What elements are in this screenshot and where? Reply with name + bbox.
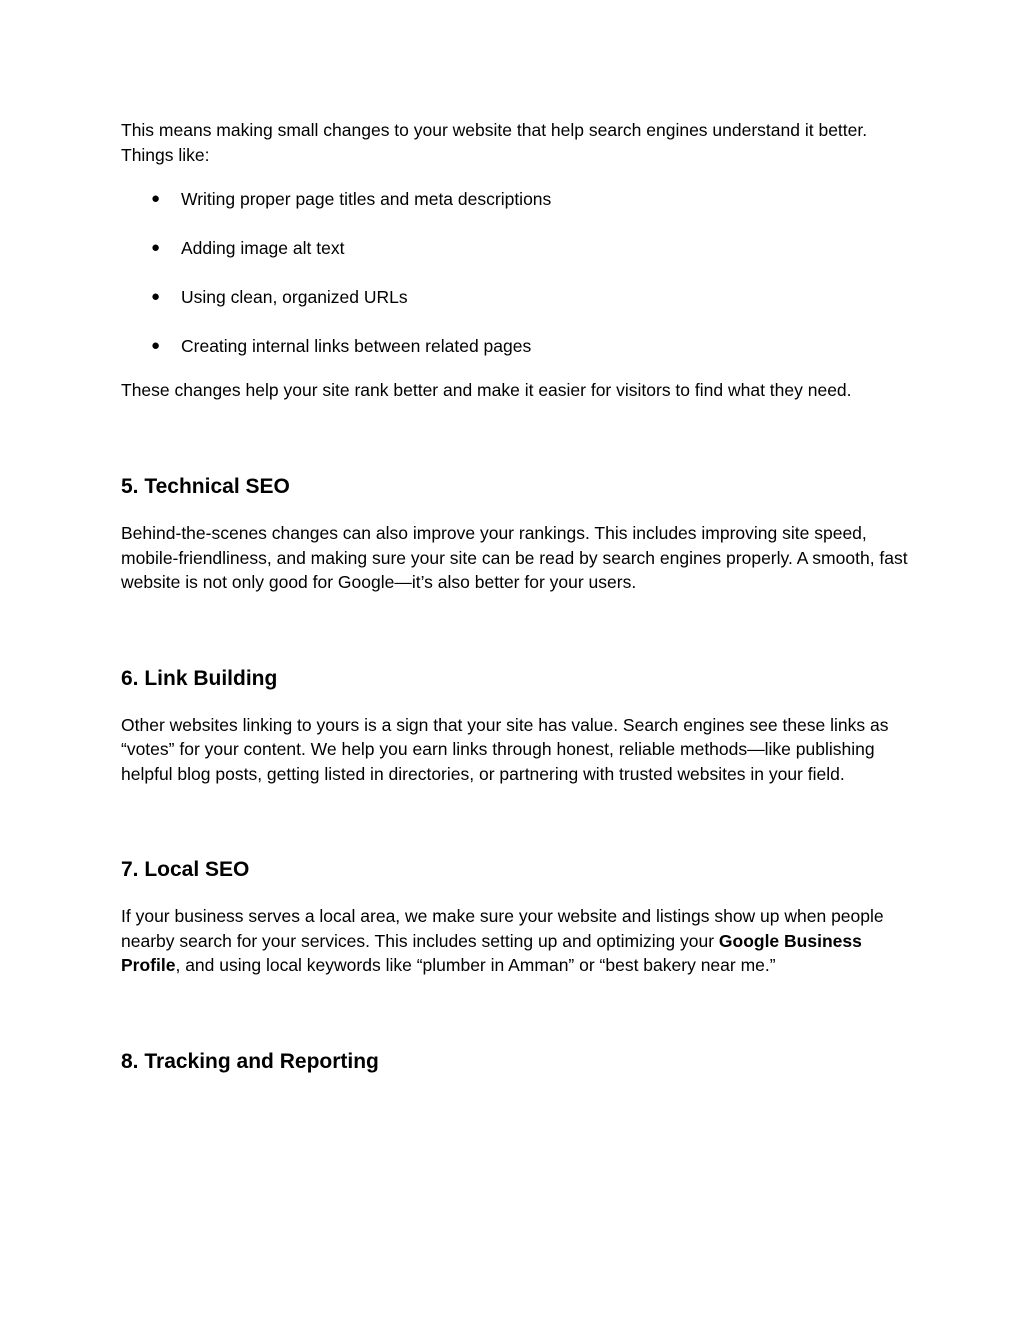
bullet-list: [121, 187, 911, 359]
section-title-tracking-reporting: 8. Tracking and Reporting: [121, 1049, 379, 1073]
google-business-profile-text: Google Business Profile: [121, 930, 862, 975]
document-page: [121, 118, 911, 1096]
list-item: ● Writing proper page titles and meta descriptions: [121, 187, 911, 212]
section-body-local-seo: If your business serves a local area, we make sure your website and listings show up when people nearby search for your services. This includes setting up and optimizing your Google Business Profile, and using local keywords like “plumber in Amman” or “best bakery near me.”: [121, 906, 884, 975]
section-title-technical-seo: 5. Technical SEO: [121, 475, 290, 498]
bullet-icon: ●: [151, 288, 161, 305]
bullet-icon: ●: [151, 239, 161, 256]
section-title-link-building: 6. Link Building: [121, 666, 278, 690]
intro-paragraph: This means making small changes to your website that help search engines understand it better. Things like:: [121, 120, 868, 165]
section-title-local-seo: 7. Local SEO: [121, 858, 250, 881]
list-item: ● Creating internal links between related pages: [121, 334, 911, 359]
bullet-icon: ●: [151, 190, 161, 207]
section-body-technical-seo: Behind-the-scenes changes can also improve your rankings. This includes improving site speed, mobile-friendliness, and making sure your site can be read by search engines properly. A smooth, fast website is not only good for Google—it’s also better for your users.: [121, 523, 908, 592]
bullet-icon: ●: [151, 337, 161, 354]
list-item: ● Using clean, organized URLs: [121, 285, 911, 310]
intro-closing-paragraph: These changes help your site rank better and make it easier for visitors to find what they need.: [121, 379, 852, 400]
list-item: ● Adding image alt text: [121, 236, 911, 261]
section-body-link-building: Other websites linking to yours is a sign that your site has value. Search engines see these links as “votes” for your content. We help you earn links through honest, reliable methods—like publishing helpful blog posts, getting listed in directories, or partnering with trusted websites in your field.: [121, 714, 889, 784]
